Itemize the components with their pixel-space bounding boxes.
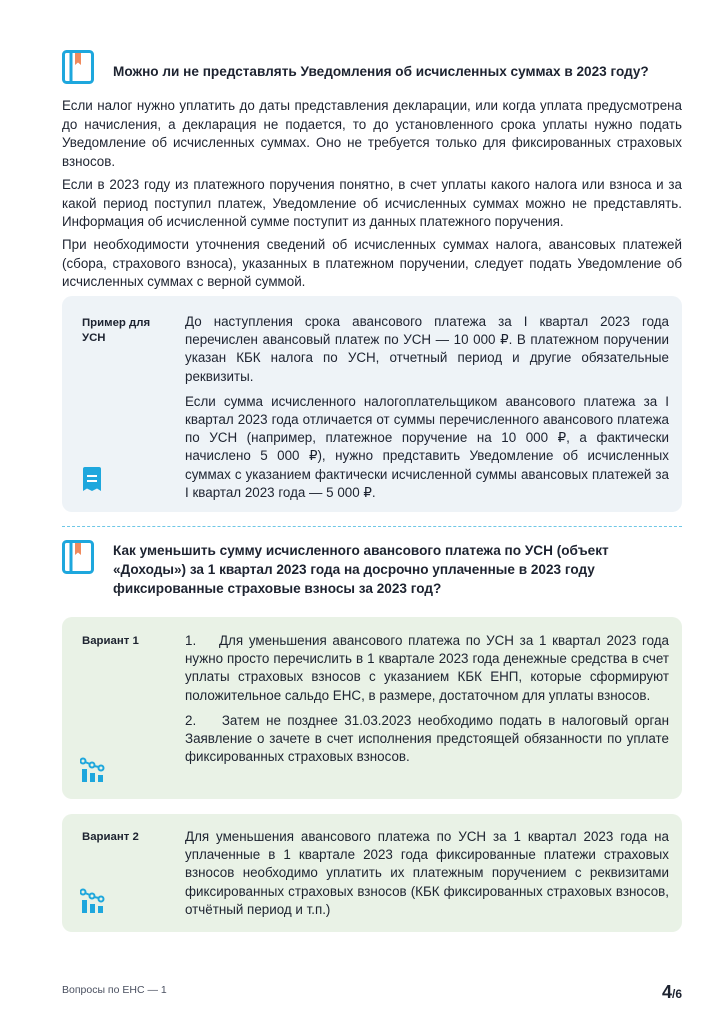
question-1-header bbox=[62, 50, 649, 84]
receipt-icon bbox=[80, 467, 104, 493]
example-box bbox=[62, 296, 682, 512]
footer-document-name: Вопросы по ЕНС — 1 bbox=[62, 984, 167, 996]
variant-1-step-2: 2. Затем не позднее 31.03.2023 необходимо подать в налоговый орган Заявление о зачете в счет исполнения предстоящей обязанности по уплате фиксированных страховых взносов. bbox=[185, 712, 673, 765]
variant-1-label: Вариант 1 bbox=[82, 635, 139, 647]
variant-2-label: Вариант 2 bbox=[82, 831, 139, 843]
chart-icon bbox=[80, 888, 106, 914]
example-label: Пример для УСН bbox=[82, 317, 151, 344]
example-text bbox=[185, 313, 669, 509]
variant-1-step-1: 1. Для уменьшения авансового платежа по УСН за 1 квартал 2023 года нужно просто перечислить в 1 квартале 2023 года денежные средства в счет уплаты страховых взносов с указанием КБК ЕНП, которые сформируют положительное сальдо ЕНС, в размере, достаточном для уплаты взносов. bbox=[185, 633, 673, 703]
variant-2-box bbox=[62, 814, 682, 932]
paragraph-3: При необходимости уточнения сведений об исчисленных суммах налога, авансовых платежей (сбора, страхового взноса), указанных в платежном поручении, следует подать Уведомление об исчисленных суммах с верной суммой. bbox=[62, 237, 682, 290]
book-icon bbox=[62, 50, 94, 84]
example-paragraph-1: До наступления срока авансового платежа за I квартал 2023 года перечислен авансовый платеж по УСН — 10 000 ₽. В платежном поручении указан КБК налога по УСН, отчетный период и другие обязательные реквизиты. bbox=[185, 314, 669, 384]
variant-1-text bbox=[185, 632, 673, 773]
section-divider bbox=[62, 526, 682, 527]
variant-2-paragraph: Для уменьшения авансового платежа по УСН за 1 квартал 2023 года на уплаченные в 1 квартале 2023 года фиксированные платежи страховых взносов необходимо уплатить их платежным поручением с реквизитами фиксированных страховых взносов (КБК фиксированных страховых взносов, отчётный период и т.п.) bbox=[185, 829, 669, 917]
question-2-title: Как уменьшить сумму исчисленного авансового платежа по УСН (объект «Доходы») за 1 квартал 2023 года на досрочно уплаченные в 2023 году фиксированные страховые взносы за 2023 год? bbox=[113, 543, 609, 596]
variant-1-box bbox=[62, 617, 682, 799]
question-2-header bbox=[62, 540, 653, 598]
total-pages: /6 bbox=[671, 987, 682, 1001]
paragraph-2: Если в 2023 году из платежного поручения понятно, в счет уплаты какого налога или взноса и за какой период поступил платеж, Уведомление об исчисленных суммах можно не представлять. Информация об исчисленной сумме поступит из данных платежного поручения. bbox=[62, 177, 682, 230]
current-page: 4 bbox=[661, 982, 672, 1002]
chart-icon bbox=[80, 757, 106, 783]
paragraph-1: Если налог нужно уплатить до даты представления декларации, или когда уплата предусмотрена до начисления, а декларация не подается, то до установленного срока уплаты нужно подать Уведомление об исчисленных суммах. Оно не требуется только для фиксированных страховых взносов. bbox=[62, 98, 682, 170]
book-icon bbox=[62, 540, 94, 574]
example-paragraph-2: Если сумма исчисленного налогоплательщиком авансового платежа за I квартал 2023 года отличается от суммы перечисленного авансового платежа по УСН (например, платежное поручение на 10 000 ₽, а фактически начислено 5 000 ₽), нужно представить Уведомление об исчисленных суммах с указанием фактически исчисленной суммы авансовых платежей за I квартал 2023 года — 5 000 ₽. bbox=[185, 393, 669, 500]
variant-2-text bbox=[185, 828, 669, 926]
page-number bbox=[662, 982, 682, 1003]
question-1-title: Можно ли не представлять Уведомления об исчисленных суммах в 2023 году? bbox=[113, 64, 649, 79]
